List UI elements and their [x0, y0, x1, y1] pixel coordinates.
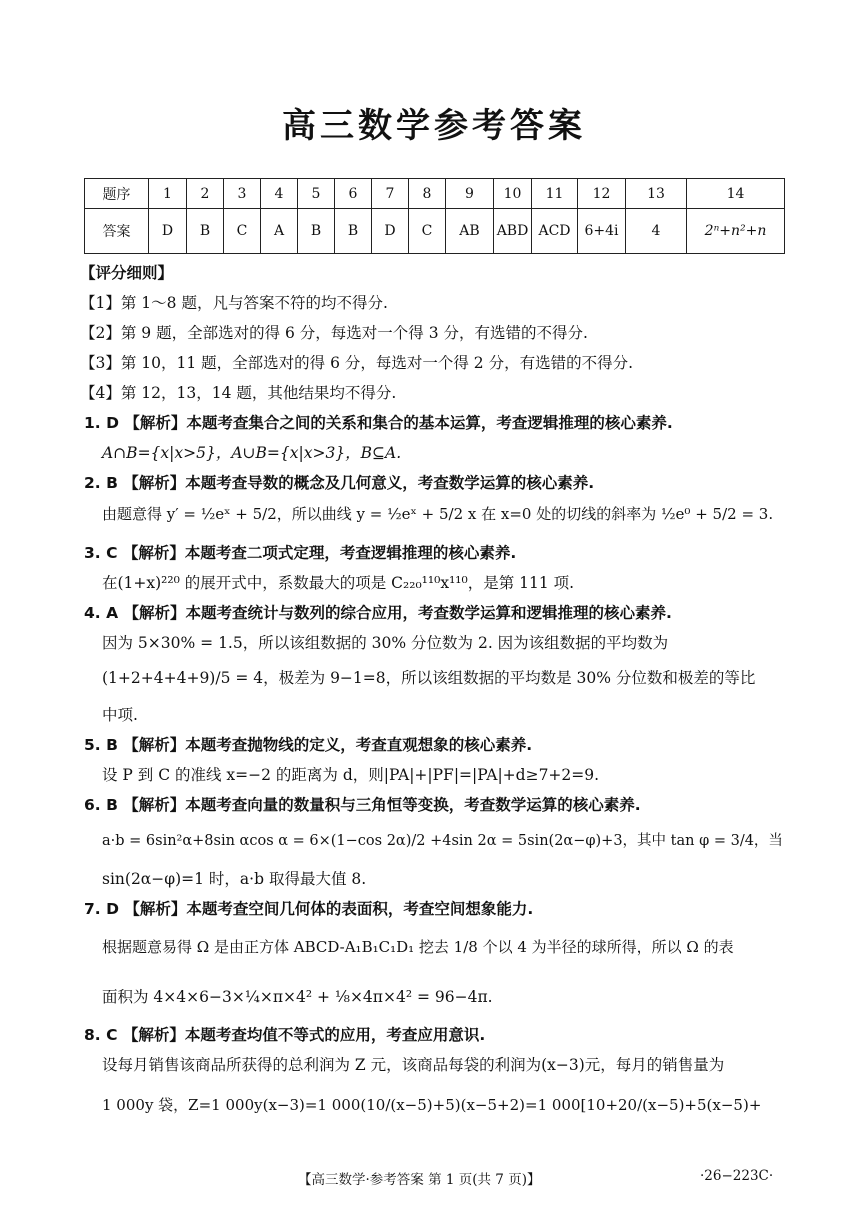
rule-item: 【1】第 1～8 题，凡与答案不符的均不得分. [80, 294, 388, 312]
q4-solution-3: 中项. [102, 706, 138, 724]
table-cell: 10 [494, 179, 532, 209]
q8-heading: 8. C 【解析】本题考查均值不等式的应用，考查应用意识. [84, 1026, 486, 1044]
q4-heading: 4. A 【解析】本题考查统计与数列的综合应用，考查数学运算和逻辑推理的核心素养. [84, 604, 672, 622]
footer-code: ·26−223C· [700, 1168, 774, 1184]
page-title: 高三数学参考答案 [282, 106, 586, 146]
table-cell: 4 [261, 179, 298, 209]
table-cell: C [409, 209, 446, 254]
table-cell: B [187, 209, 224, 254]
rule-item: 【2】第 9 题，全部选对的得 6 分，每选对一个得 3 分，有选错的不得分. [80, 324, 588, 342]
q4-solution-1: 因为 5×30% = 1.5，所以该组数据的 30% 分位数为 2. 因为该组数据的平均数为 [102, 634, 669, 652]
table-cell: B [298, 209, 335, 254]
q8-solution-1: 设每月销售该商品所获得的总利润为 Z 元，该商品每袋的利润为(x−3)元，每月的销售量为 [102, 1056, 725, 1074]
table-cell: 14 [687, 179, 785, 209]
table-cell: B [335, 209, 372, 254]
table-cell: 6+4i [578, 209, 626, 254]
q7-solution-2: 面积为 4×4×6−3×¼×π×4² + ⅛×4π×4² = 96−4π. [102, 988, 493, 1006]
row-label: 答案 [85, 209, 149, 254]
q5-heading: 5. B 【解析】本题考查抛物线的定义，考查直观想象的核心素养. [84, 736, 533, 754]
answer-row [85, 209, 785, 254]
q3-heading: 3. C 【解析】本题考查二项式定理，考查逻辑推理的核心素养. [84, 544, 517, 562]
table-cell: 2 [187, 179, 224, 209]
q5-solution: 设 P 到 C 的准线 x=−2 的距离为 d，则|PA|+|PF|=|PA|+d≥7+2=9. [102, 766, 600, 784]
table-cell: 11 [532, 179, 578, 209]
q1-heading: 1. D 【解析】本题考查集合之间的关系和集合的基本运算，考查逻辑推理的核心素养. [84, 414, 673, 432]
table-cell: 8 [409, 179, 446, 209]
rules-heading: 【评分细则】 [80, 264, 174, 282]
table-cell: D [149, 209, 187, 254]
table-cell: ABD [494, 209, 532, 254]
q7-heading: 7. D 【解析】本题考查空间几何体的表面积，考查空间想象能力. [84, 900, 534, 918]
q6-solution-1: a·b = 6sin²α+8sin αcos α = 6×(1−cos 2α)/2 +4sin 2α = 5sin(2α−φ)+3，其中 tan φ = 3/4，当 [102, 833, 783, 849]
q3-solution: 在(1+x)²²⁰ 的展开式中，系数最大的项是 C₂₂₀¹¹⁰x¹¹⁰，是第 111 项. [102, 574, 575, 592]
footer-page-info: 【高三数学·参考答案 第 1 页(共 7 页)】 [298, 1172, 541, 1188]
question-number-row [85, 179, 785, 209]
table-cell: 4 [626, 209, 687, 254]
q2-heading: 2. B 【解析】本题考查导数的概念及几何意义，考查数学运算的核心素养. [84, 474, 595, 492]
q4-solution-2: (1+2+4+4+9)/5 = 4，极差为 9−1=8，所以该组数据的平均数是 30% 分位数和极差的等比 [102, 669, 756, 687]
row-label: 题序 [85, 179, 149, 209]
table-cell: C [224, 209, 261, 254]
table-cell: D [372, 209, 409, 254]
table-cell: 3 [224, 179, 261, 209]
q6-heading: 6. B 【解析】本题考查向量的数量积与三角恒等变换，考查数学运算的核心素养. [84, 796, 641, 814]
q1-solution: A∩B={x|x>5}，A∪B={x|x>3}，B⊆A. [102, 444, 402, 462]
q8-solution-2: 1 000y 袋，Z=1 000y(x−3)=1 000(10/(x−5)+5)(x−5+2)=1 000[10+20/(x−5)+5(x−5)+ [102, 1096, 762, 1114]
table-cell: 13 [626, 179, 687, 209]
table-cell: 5 [298, 179, 335, 209]
q2-solution: 由题意得 y′ = ½eˣ + 5/2，所以曲线 y = ½eˣ + 5/2 x 在 x=0 处的切线的斜率为 ½e⁰ + 5/2 = 3. [102, 505, 774, 523]
rule-item: 【4】第 12，13，14 题，其他结果均不得分. [80, 384, 397, 402]
table-cell: A [261, 209, 298, 254]
table-cell: 7 [372, 179, 409, 209]
table-cell: 6 [335, 179, 372, 209]
table-cell: 12 [578, 179, 626, 209]
answer-table [84, 178, 785, 254]
table-cell: ACD [532, 209, 578, 254]
table-cell: 9 [446, 179, 494, 209]
table-cell: AB [446, 209, 494, 254]
q6-solution-2: sin(2α−φ)=1 时，a·b 取得最大值 8. [102, 870, 367, 888]
q7-solution-1: 根据题意易得 Ω 是由正方体 ABCD-A₁B₁C₁D₁ 挖去 1/8 个以 4 为半径的球所得，所以 Ω 的表 [102, 938, 734, 956]
table-cell: 1 [149, 179, 187, 209]
table-cell: 2ⁿ+n²+n [687, 209, 785, 254]
rule-item: 【3】第 10，11 题，全部选对的得 6 分，每选对一个得 2 分，有选错的不得分. [80, 354, 634, 372]
